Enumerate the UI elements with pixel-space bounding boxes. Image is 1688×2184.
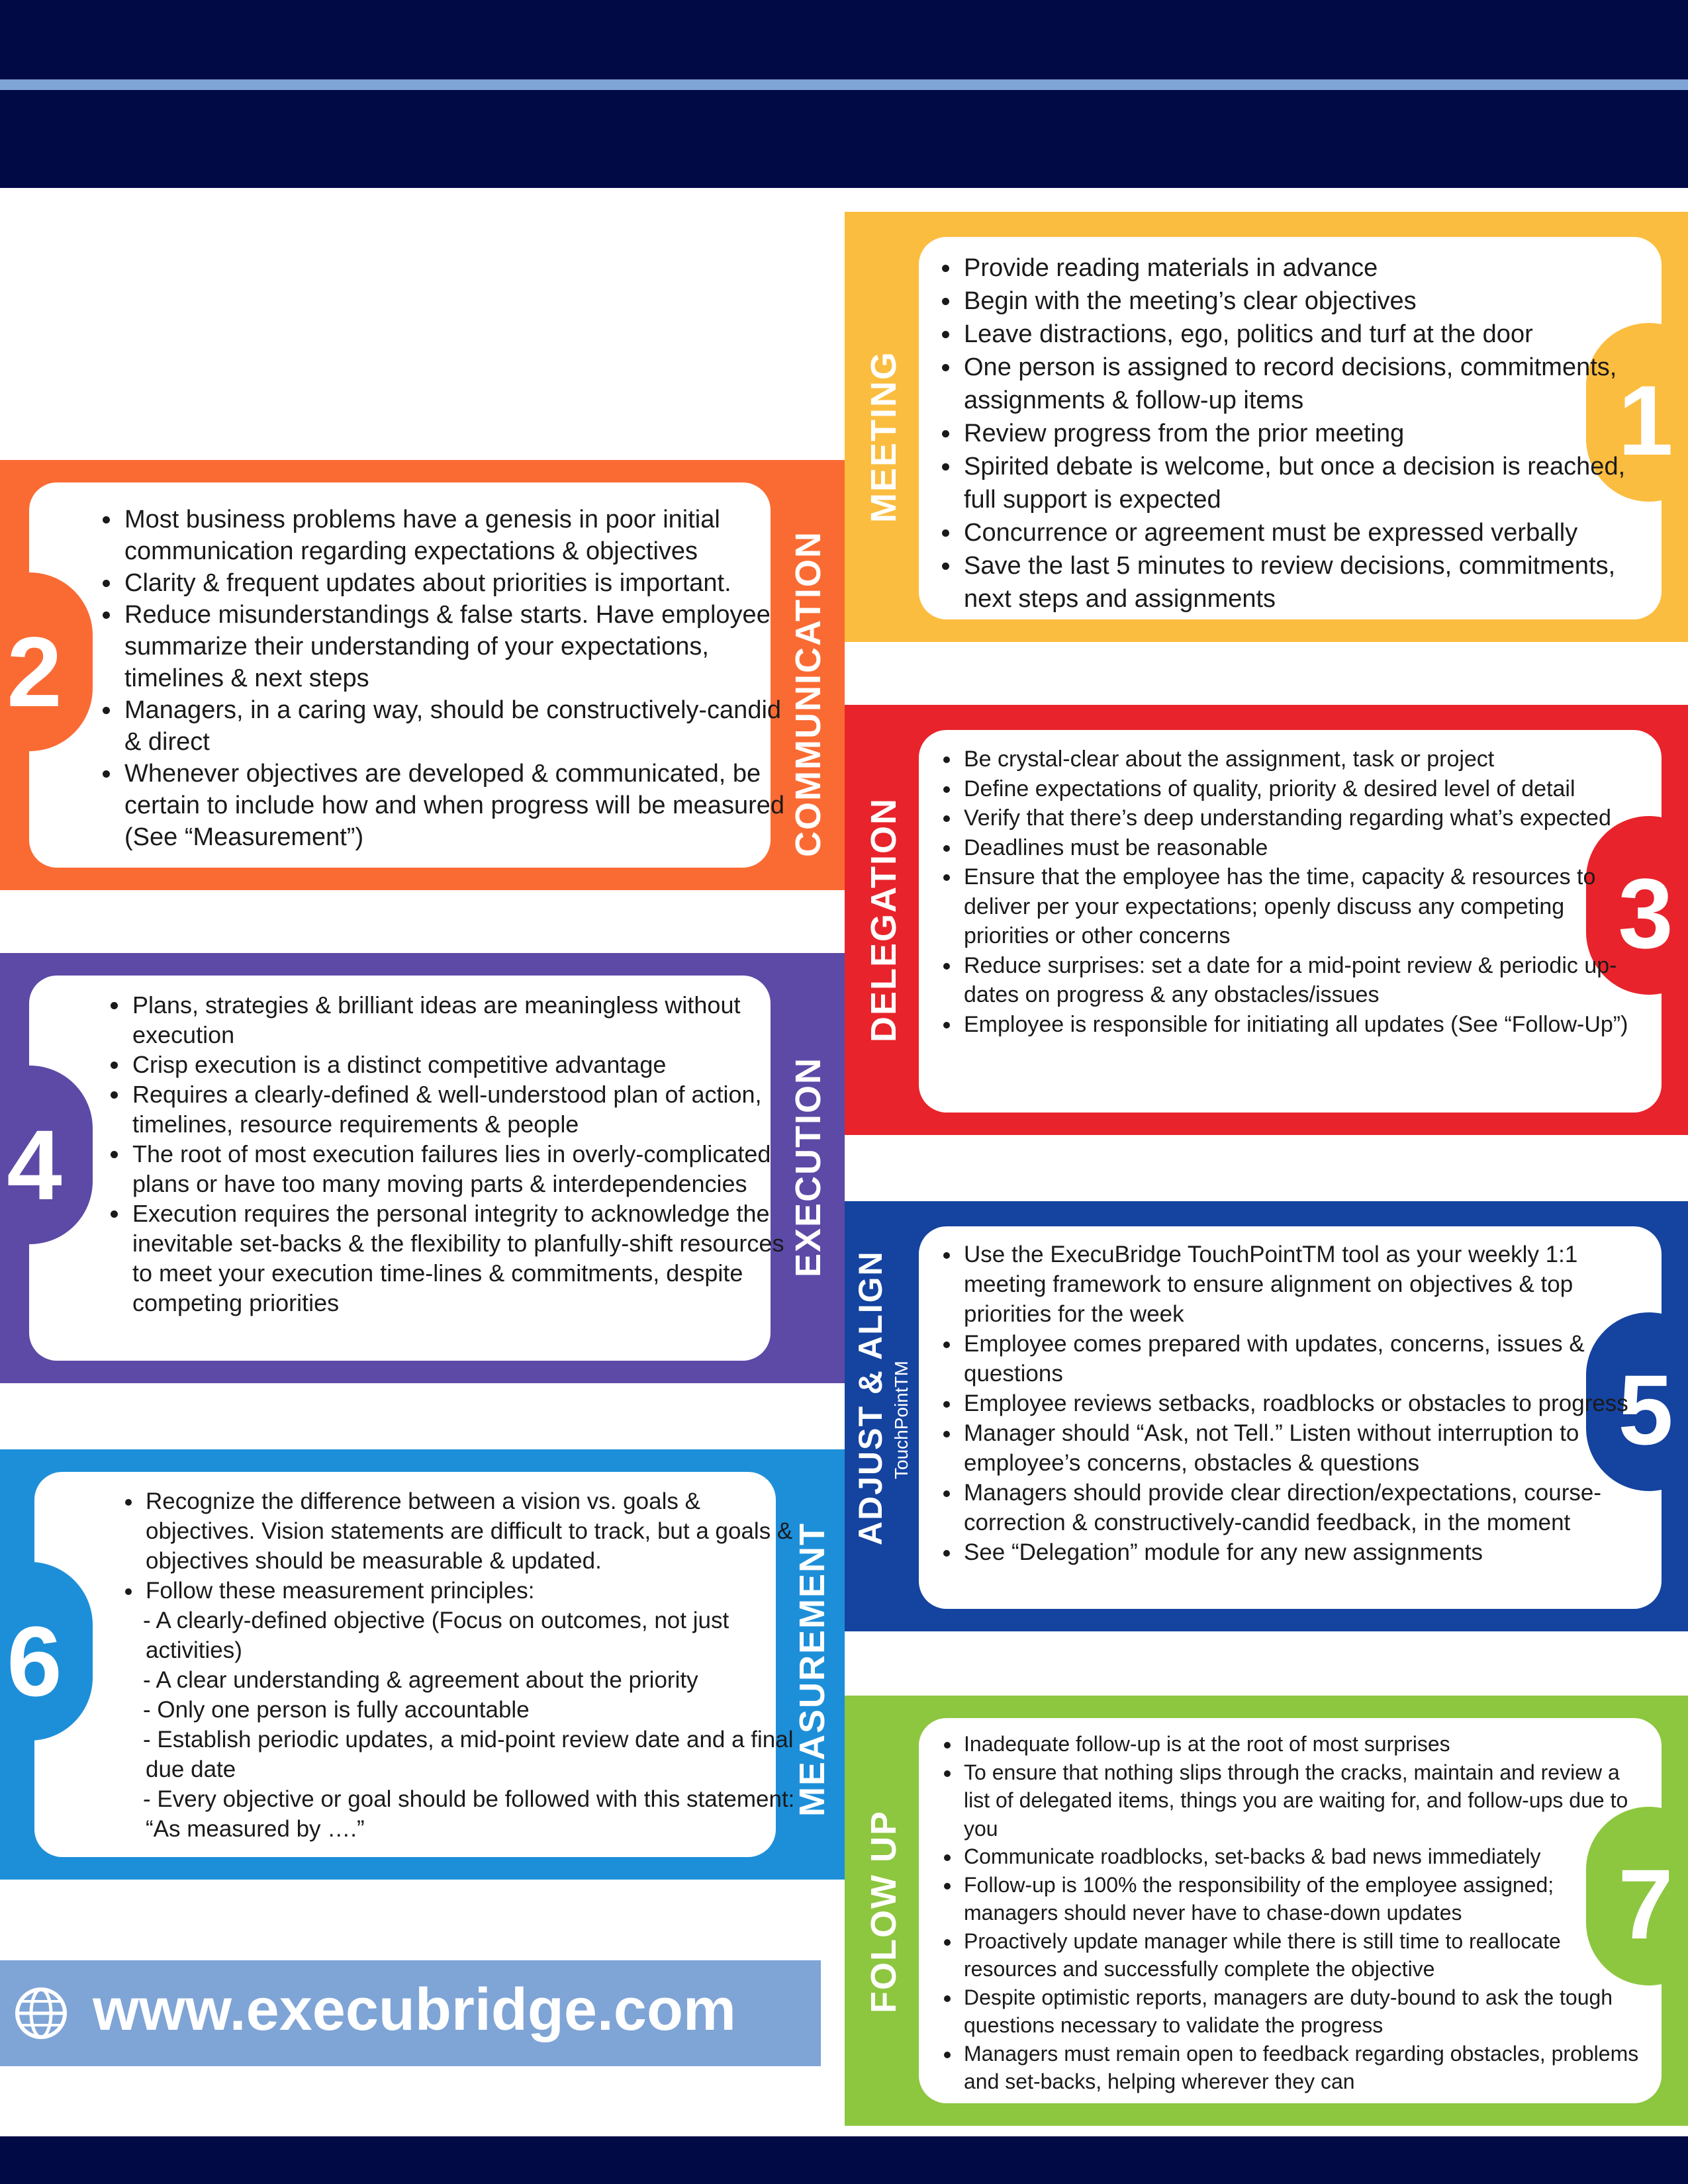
adjust-number: 5 xyxy=(1618,1354,1673,1465)
list-item: • Ensure that the employee has the time, capacity & resources to deliver per your expectations; openly discuss any competing priorities or other concerns xyxy=(961,862,1636,951)
list-item: • Most business problems have a genesis in poor initial communication regarding expectations & objectives xyxy=(122,504,797,567)
module-communication xyxy=(0,460,845,890)
module-execution xyxy=(0,953,845,1383)
list-item: • Proactively update manager while there is still time to reallocate resources and successfully complete the objective xyxy=(961,1927,1643,1983)
list-item: • Employee is responsible for initiating all updates (See “Follow-Up”) xyxy=(961,1010,1636,1040)
list-item: • One person is assigned to record decisions, commitments, assignments & follow-up items xyxy=(961,351,1630,417)
module-meeting xyxy=(845,212,1688,642)
list-item: • Spirited debate is welcome, but once a decision is reached, full support is expected xyxy=(961,450,1630,516)
list-item: • Concurrence or agreement must be expressed verbally xyxy=(961,516,1630,549)
measurement-number: 6 xyxy=(7,1606,62,1717)
list-item: • Deadlines must be reasonable xyxy=(961,833,1636,863)
list-item: • Execution requires the personal integrity to acknowledge the inevitable set-backs & the flexibility to planfully-shift resources to meet your execution time-lines & commitments, despite competing priorities xyxy=(130,1199,785,1318)
followup-label: FOLOW UP xyxy=(864,1810,904,2013)
list-subitem: - Every objective or goal should be followed with this statement: “As measured by ….” xyxy=(143,1784,798,1844)
communication-number: 2 xyxy=(7,616,62,727)
list-item: • Managers must remain open to feedback regarding obstacles, problems and set-backs, helping wherever they can xyxy=(961,2040,1643,2096)
adjust-sublabel: TouchPointTM xyxy=(891,1361,912,1479)
list-item: • Begin with the meeting’s clear objectives xyxy=(961,285,1630,318)
meeting-list xyxy=(937,251,1630,615)
list-item: • Reduce misunderstandings & false starts. Have employee summarize their understanding of your expectations, timelines & next steps xyxy=(122,599,797,694)
delegation-number: 3 xyxy=(1618,858,1673,969)
header-stripe xyxy=(0,79,1688,90)
list-item: • Whenever objectives are developed & communicated, be certain to include how and when progress will be measured (See “Measurement”) xyxy=(122,758,797,853)
module-measurement xyxy=(0,1449,845,1880)
meeting-number: 1 xyxy=(1618,365,1673,476)
list-item: • Recognize the difference between a vision vs. goals & objectives. Vision statements are difficult to track, but a goals & objectives should be measurable & updated. xyxy=(143,1486,798,1576)
list-item: • See “Delegation” module for any new assignments xyxy=(961,1537,1643,1567)
module-delegation xyxy=(845,705,1688,1135)
list-item: • Verify that there’s deep understanding regarding what’s expected xyxy=(961,803,1636,833)
list-item: • Review progress from the prior meeting xyxy=(961,417,1630,450)
list-item: • Use the ExecuBridge TouchPointTM tool as your weekly 1:1 meeting framework to ensure alignment on objectives & top priorities for the week xyxy=(961,1240,1643,1329)
list-item: • Employee reviews setbacks, roadblocks or obstacles to progress xyxy=(961,1388,1643,1418)
header-band xyxy=(0,90,1688,188)
list-subitem: - Only one person is fully accountable xyxy=(143,1695,798,1725)
followup-list xyxy=(937,1730,1643,2096)
execution-label: EXECUTION xyxy=(788,1056,828,1277)
communication-list xyxy=(98,504,797,853)
measurement-label: MEASUREMENT xyxy=(792,1522,832,1817)
execution-list xyxy=(106,990,785,1318)
list-item: • Provide reading materials in advance xyxy=(961,251,1630,285)
list-item: • Despite optimistic reports, managers are duty-bound to ask the tough questions necessary to validate the progress xyxy=(961,1983,1643,2040)
list-item: • The root of most execution failures lies in overly-complicated plans or have too many moving parts & interdependencies xyxy=(130,1139,785,1199)
website-link[interactable]: www.execubridge.com xyxy=(93,1977,736,2043)
followup-number: 7 xyxy=(1618,1848,1673,1960)
list-item: • Crisp execution is a distinct competitive advantage xyxy=(130,1050,785,1079)
module-adjust-align xyxy=(845,1201,1688,1631)
adjust-label: ADJUST & ALIGN xyxy=(852,1250,889,1545)
delegation-label: DELEGATION xyxy=(864,797,904,1042)
globe-icon xyxy=(13,1985,69,2041)
list-subitem: - A clearly-defined objective (Focus on outcomes, not just activities) xyxy=(143,1606,798,1665)
list-item: • Define expectations of quality, priority & desired level of detail xyxy=(961,774,1636,804)
list-item: • To ensure that nothing slips through the cracks, maintain and review a list of delegated items, things you are waiting for, and follow-ups due to you xyxy=(961,1758,1643,1843)
list-subitem: - A clear understanding & agreement about the priority xyxy=(143,1665,798,1695)
list-item: • Save the last 5 minutes to review decisions, commitments, next steps and assignments xyxy=(961,549,1630,615)
delegation-list xyxy=(937,745,1636,1039)
list-item: • Reduce surprises: set a date for a mid-point review & periodic up-dates on progress & any obstacles/issues xyxy=(961,951,1636,1010)
list-subitem: - Establish periodic updates, a mid-point review date and a final due date xyxy=(143,1725,798,1784)
list-item: • Plans, strategies & brilliant ideas are meaningless without execution xyxy=(130,990,785,1050)
list-item: • Be crystal-clear about the assignment, task or project xyxy=(961,745,1636,774)
list-item: • Requires a clearly-defined & well-understood plan of action, timelines, resource requirements & people xyxy=(130,1079,785,1139)
execution-number: 4 xyxy=(7,1109,62,1220)
list-item: • Leave distractions, ego, politics and turf at the door xyxy=(961,318,1630,351)
module-follow-up xyxy=(845,1696,1688,2126)
list-item: • Follow these measurement principles: xyxy=(143,1576,798,1606)
communication-label: COMMUNICATION xyxy=(788,531,828,857)
list-item: • Clarity & frequent updates about priorities is important. xyxy=(122,567,797,599)
list-item: • Inadequate follow-up is at the root of most surprises xyxy=(961,1730,1643,1758)
list-item: • Manager should “Ask, not Tell.” Listen without interruption to employee’s concerns, obstacles & questions xyxy=(961,1418,1643,1478)
list-item: • Communicate roadblocks, set-backs & bad news immediately xyxy=(961,1843,1643,1871)
list-item: • Managers should provide clear direction/expectations, course-correction & constructively-candid feedback, in the moment xyxy=(961,1478,1643,1537)
header-bar xyxy=(0,0,1688,79)
list-item: • Managers, in a caring way, should be constructively-candid & direct xyxy=(122,694,797,758)
list-item: • Follow-up is 100% the responsibility of the employee assigned; managers should never have to chase-down updates xyxy=(961,1871,1643,1927)
footer-bar xyxy=(0,2136,1688,2184)
list-item: • Employee comes prepared with updates, concerns, issues & questions xyxy=(961,1329,1643,1388)
adjust-list xyxy=(937,1240,1643,1567)
measurement-list xyxy=(119,1486,798,1844)
meeting-label: MEETING xyxy=(864,350,904,523)
